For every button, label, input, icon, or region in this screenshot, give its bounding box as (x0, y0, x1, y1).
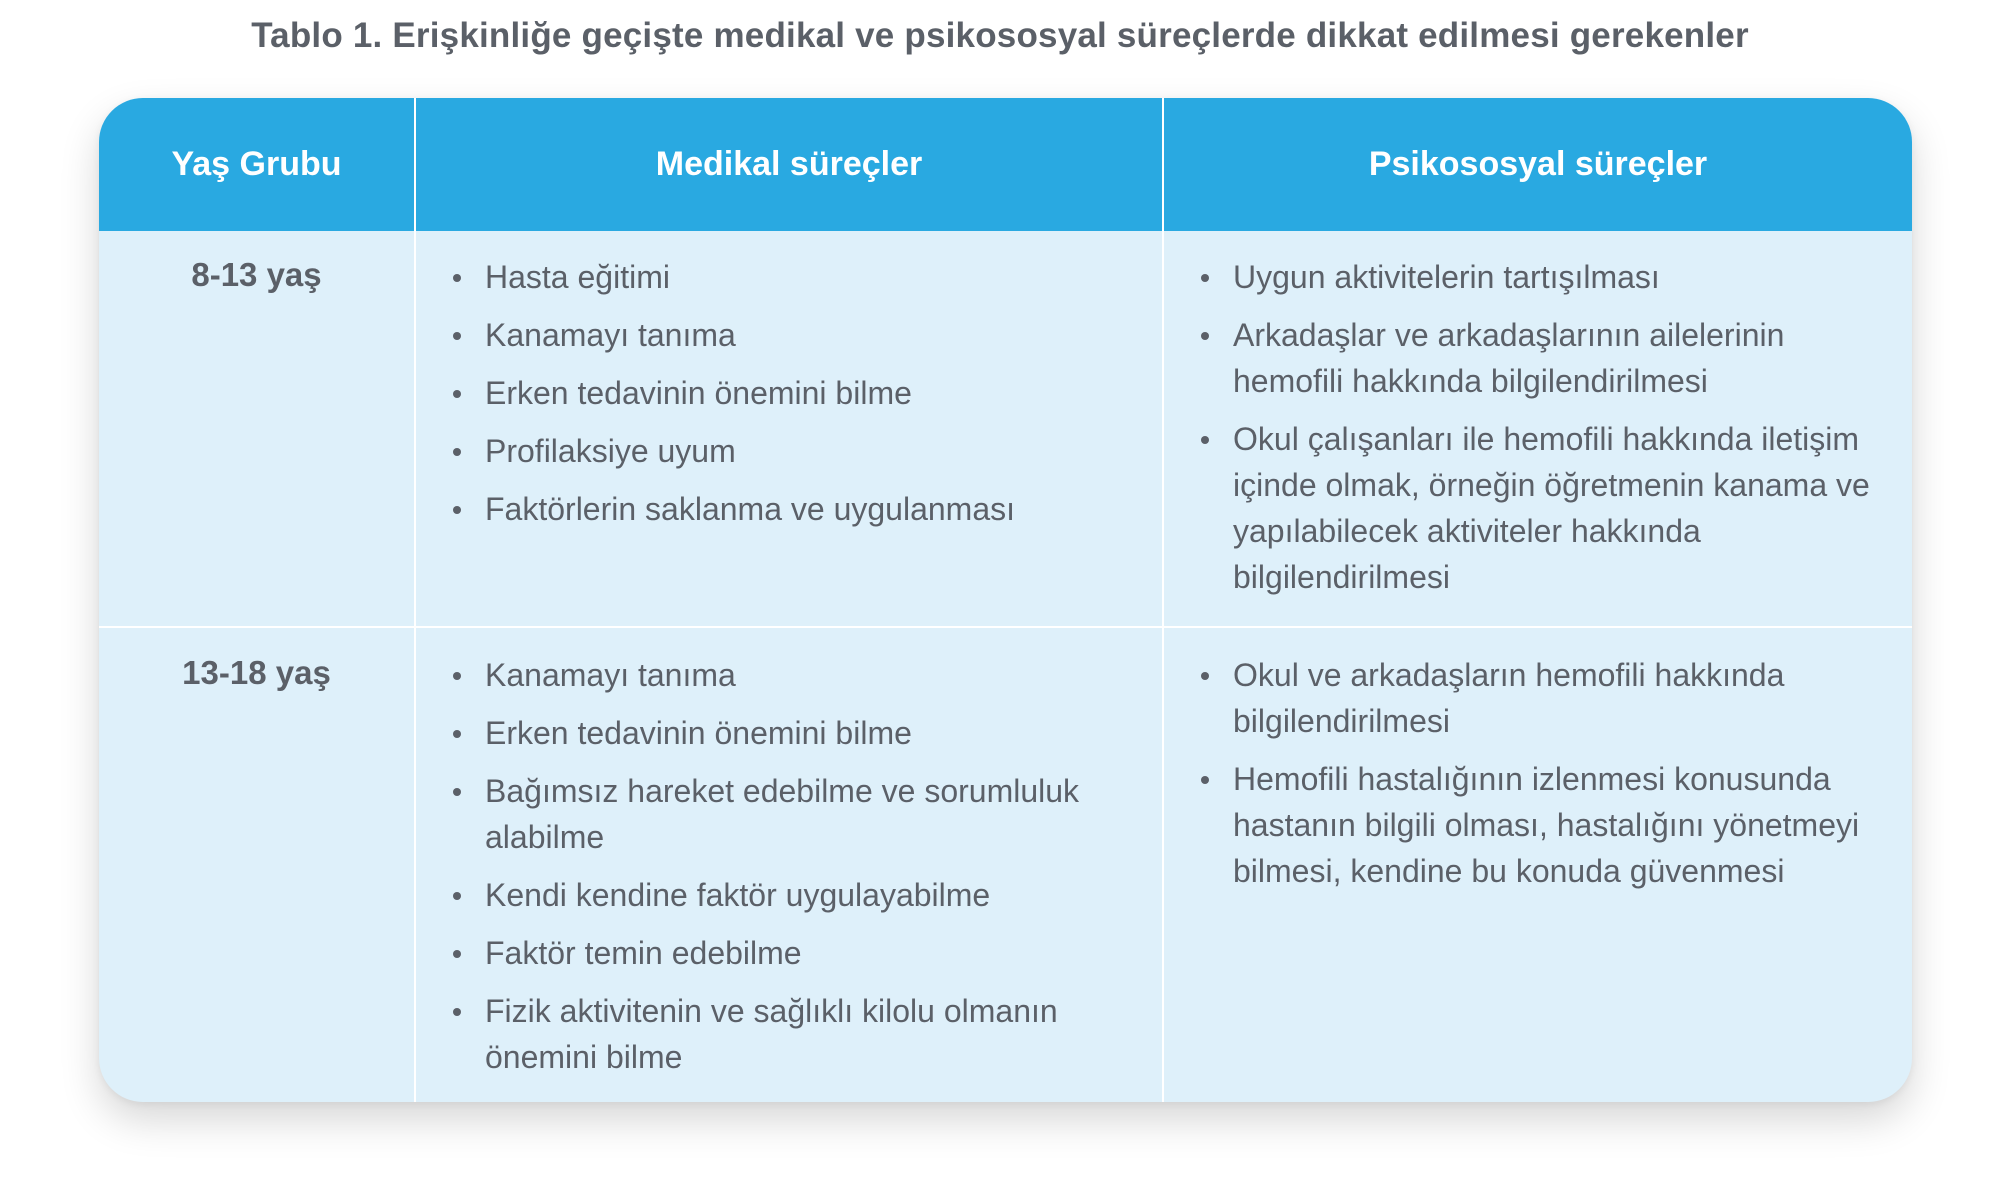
list-item: Faktör temin edebilme (449, 930, 1149, 976)
column-divider (1162, 98, 1164, 1102)
table-header-row (99, 98, 1912, 231)
list-item: Bağımsız hareket edebilme ve sorumluluk alabilme (449, 768, 1149, 860)
list-item: Okul ve arkadaşların hemofili hakkında bilgilendirilmesi (1197, 652, 1877, 744)
list-item: Hasta eğitimi (449, 254, 1149, 300)
list-item: Faktörlerin saklanma ve uygulanması (449, 486, 1149, 532)
header-medical: Medikal süreçler (655, 145, 923, 183)
row1-psychosocial-list (1197, 254, 1877, 612)
list-item: Uygun aktivitelerin tartışılması (1197, 254, 1877, 300)
header-psychosocial: Psikososyal süreçler (1368, 145, 1708, 183)
list-item: Erken tedavinin önemini bilme (449, 370, 1149, 416)
list-item: Kendi kendine faktör uygulayabilme (449, 872, 1149, 918)
table-title: Tablo 1. Erişkinliğe geçişte medikal ve psikososyal süreçlerde dikkat edilmesi gerekenler (251, 16, 1749, 55)
list-item: Hemofili hastalığının izlenmesi konusunda hastanın bilgili olması, hastalığını yönetmeyi bilmesi, kendine bu konuda güvenmesi (1197, 756, 1877, 894)
row-age-13-18: 13-18 yaş (182, 654, 331, 691)
list-item: Kanamayı tanıma (449, 312, 1149, 358)
list-item: Okul çalışanları ile hemofili hakkında iletişim içinde olmak, örneğin öğretmenin kanama ve yapılabilecek aktiviteler hakkında bilgilendirilmesi (1197, 416, 1877, 600)
row2-medical-list (449, 652, 1149, 1092)
list-item: Profilaksiye uyum (449, 428, 1149, 474)
row-divider (99, 626, 1912, 628)
row-age-8-13: 8-13 yaş (191, 256, 322, 293)
list-item: Erken tedavinin önemini bilme (449, 710, 1149, 756)
row2-psychosocial-list (1197, 652, 1877, 906)
column-divider (414, 98, 416, 1102)
transition-table (99, 98, 1912, 1102)
header-age-group: Yaş Grubu (171, 145, 342, 183)
list-item: Fizik aktivitenin ve sağlıklı kilolu olmanın önemini bilme (449, 988, 1149, 1080)
list-item: Kanamayı tanıma (449, 652, 1149, 698)
list-item: Arkadaşlar ve arkadaşlarının ailelerinin hemofili hakkında bilgilendirilmesi (1197, 312, 1877, 404)
row1-medical-list (449, 254, 1149, 544)
